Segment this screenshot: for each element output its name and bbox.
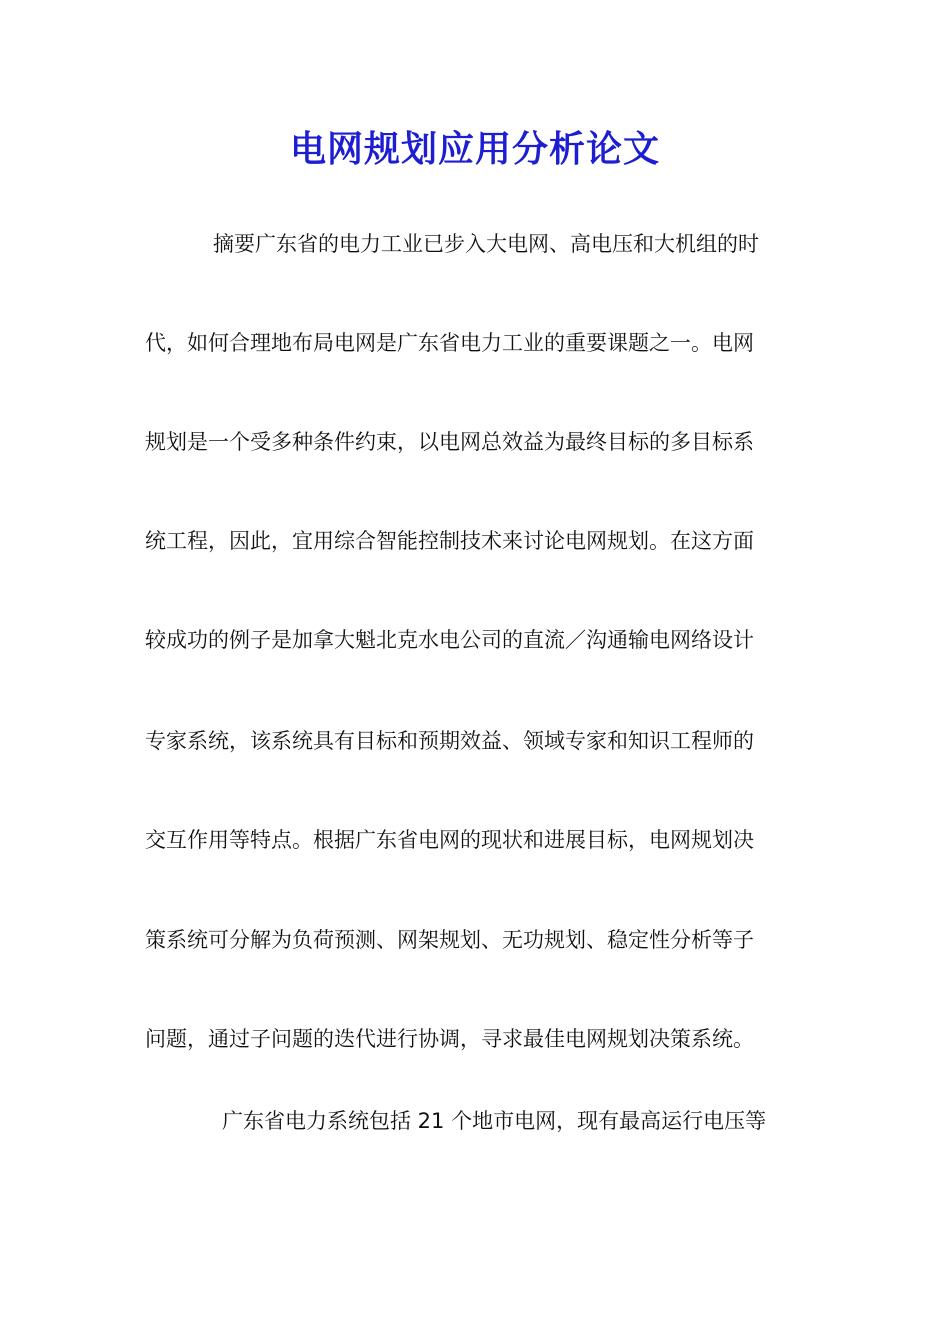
paragraph-line-6: 专家系统，该系统具有目标和预期效益、领域专家和知识工程师的 [145,729,754,753]
paragraph-line-1: 摘要广东省的电力工业已步入大电网、高电压和大机组的时 [213,232,759,256]
paragraph-line-5: 较成功的例子是加拿大魁北克水电公司的直流／沟通输电网络设计 [145,628,754,652]
paragraph-line-4: 统工程，因此，宜用综合智能控制技术来讨论电网规划。在这方面 [145,529,754,553]
document-title: 电网规划应用分析论文 [289,129,660,170]
paragraph-line-8: 策系统可分解为负荷预测、网架规划、无功规划、稳定性分析等子 [145,928,754,952]
paragraph-line-7: 交互作用等特点。根据广东省电网的现状和进展目标，电网规划决 [145,828,754,852]
paragraph-line-2: 代，如何合理地布局电网是广东省电力工业的重要课题之一。电网 [145,331,754,355]
paragraph-line-3: 规划是一个受多种条件约束，以电网总效益为最终目标的多目标系 [145,430,754,454]
paragraph-line-9: 问题，通过子问题的迭代进行协调，寻求最佳电网规划决策系统。 [145,1027,754,1051]
paragraph-line-10: 广东省电力系统包括 21 个地市电网，现有最高运行电压等 [222,1109,767,1133]
